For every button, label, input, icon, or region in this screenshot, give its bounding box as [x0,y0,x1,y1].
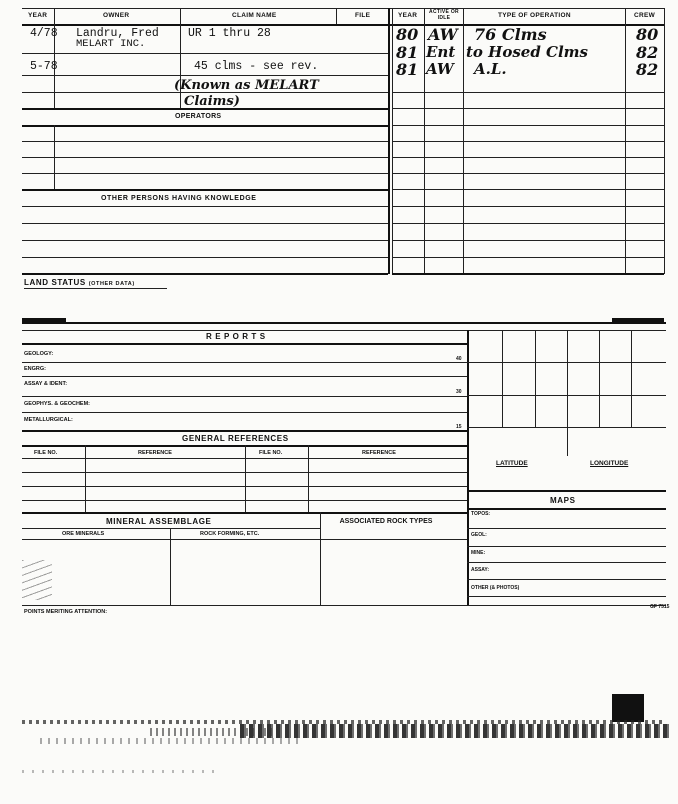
associated-rock-types: ASSOCIATED ROCK TYPES [339,518,433,525]
header-crew: CREW [634,12,656,19]
activity-row3-crew: 82 [636,60,659,79]
header-file: FILE [355,12,371,19]
col-divider-year [54,8,55,108]
header-activity-year: YEAR [398,12,418,19]
row1-claim: UR 1 thru 28 [188,27,271,40]
reports-title: R E P O R T S [206,332,266,341]
activity-row2-status: Ent [426,43,456,61]
report-assay: ASSAY & IDENT: [24,381,68,387]
map-topos: TOPOS: [471,511,491,517]
header-year: YEAR [28,12,48,19]
ore-minerals: ORE MINERALS [62,531,105,537]
handwritten-note-2: Claims) [184,94,240,109]
col-divider-claim [336,8,337,24]
table-divider [388,8,390,274]
report-engrg: ENGRG: [24,366,46,372]
header-type-of-operation: TYPE OF OPERATION [498,12,571,19]
map-geol: GEOL: [471,532,487,538]
row1-year: 4/78 [30,27,58,40]
header-active-or-idle: ACTIVE OR IDLE [429,9,459,21]
activity-row2-operation: to Hosed Clms [466,43,588,61]
rock-forming: ROCK FORMING, ETC. [200,531,260,537]
activity-row2-crew: 82 [636,43,659,62]
col-divider-owner [180,8,181,108]
map-assay: ASSAY: [471,567,490,573]
other-persons-label: OTHER PERSONS HAVING KNOWLEDGE [101,195,257,202]
points-meriting-attention: POINTS MERITING ATTENTION: [24,609,108,615]
top-border [22,8,664,9]
activity-row1-operation: 76 Clms [474,25,547,44]
handwritten-note-1: (Known as MELART [174,78,319,93]
header-bottom-border [22,24,664,26]
header-owner: OWNER [103,12,130,19]
report-geophys: GEOPHYS. & GEOCHEM: [24,401,91,407]
general-references-title: GENERAL REFERENCES [182,434,289,443]
row3-year: 5-78 [30,60,58,73]
activity-row2-year: 81 [396,43,419,62]
row2-owner: MELART INC. [76,38,146,50]
map-mine: MINE: [471,550,486,556]
row3-claim: 45 clms - see rev. [194,60,319,73]
maps-title: MAPS [550,496,576,505]
operators-label: OPERATORS [175,113,222,120]
mineral-assemblage-title: MINERAL ASSEMBLAGE [106,517,212,526]
activity-row3-operation: A.L. [474,60,507,78]
latitude-label: LATITUDE [496,460,528,467]
activity-row3-year: 81 [396,60,419,79]
row1-owner: Landru, Fred [76,27,159,40]
form-number: GF 7515 [650,604,670,610]
land-status-label: LAND STATUS (OTHER DATA) [24,278,135,287]
activity-row1-status: AW [428,25,458,44]
header-claim-name: CLAIM NAME [232,12,277,19]
activity-row3-status: AW [426,60,454,78]
activity-row1-crew: 80 [636,25,659,44]
scan-blot [612,694,644,722]
activity-row1-year: 80 [396,25,419,44]
longitude-label: LONGITUDE [590,460,629,467]
report-geology: GEOLOGY: [24,351,54,357]
map-other: OTHER (& PHOTOS) [471,585,520,591]
report-metallurgical: METALLURGICAL: [24,417,73,423]
